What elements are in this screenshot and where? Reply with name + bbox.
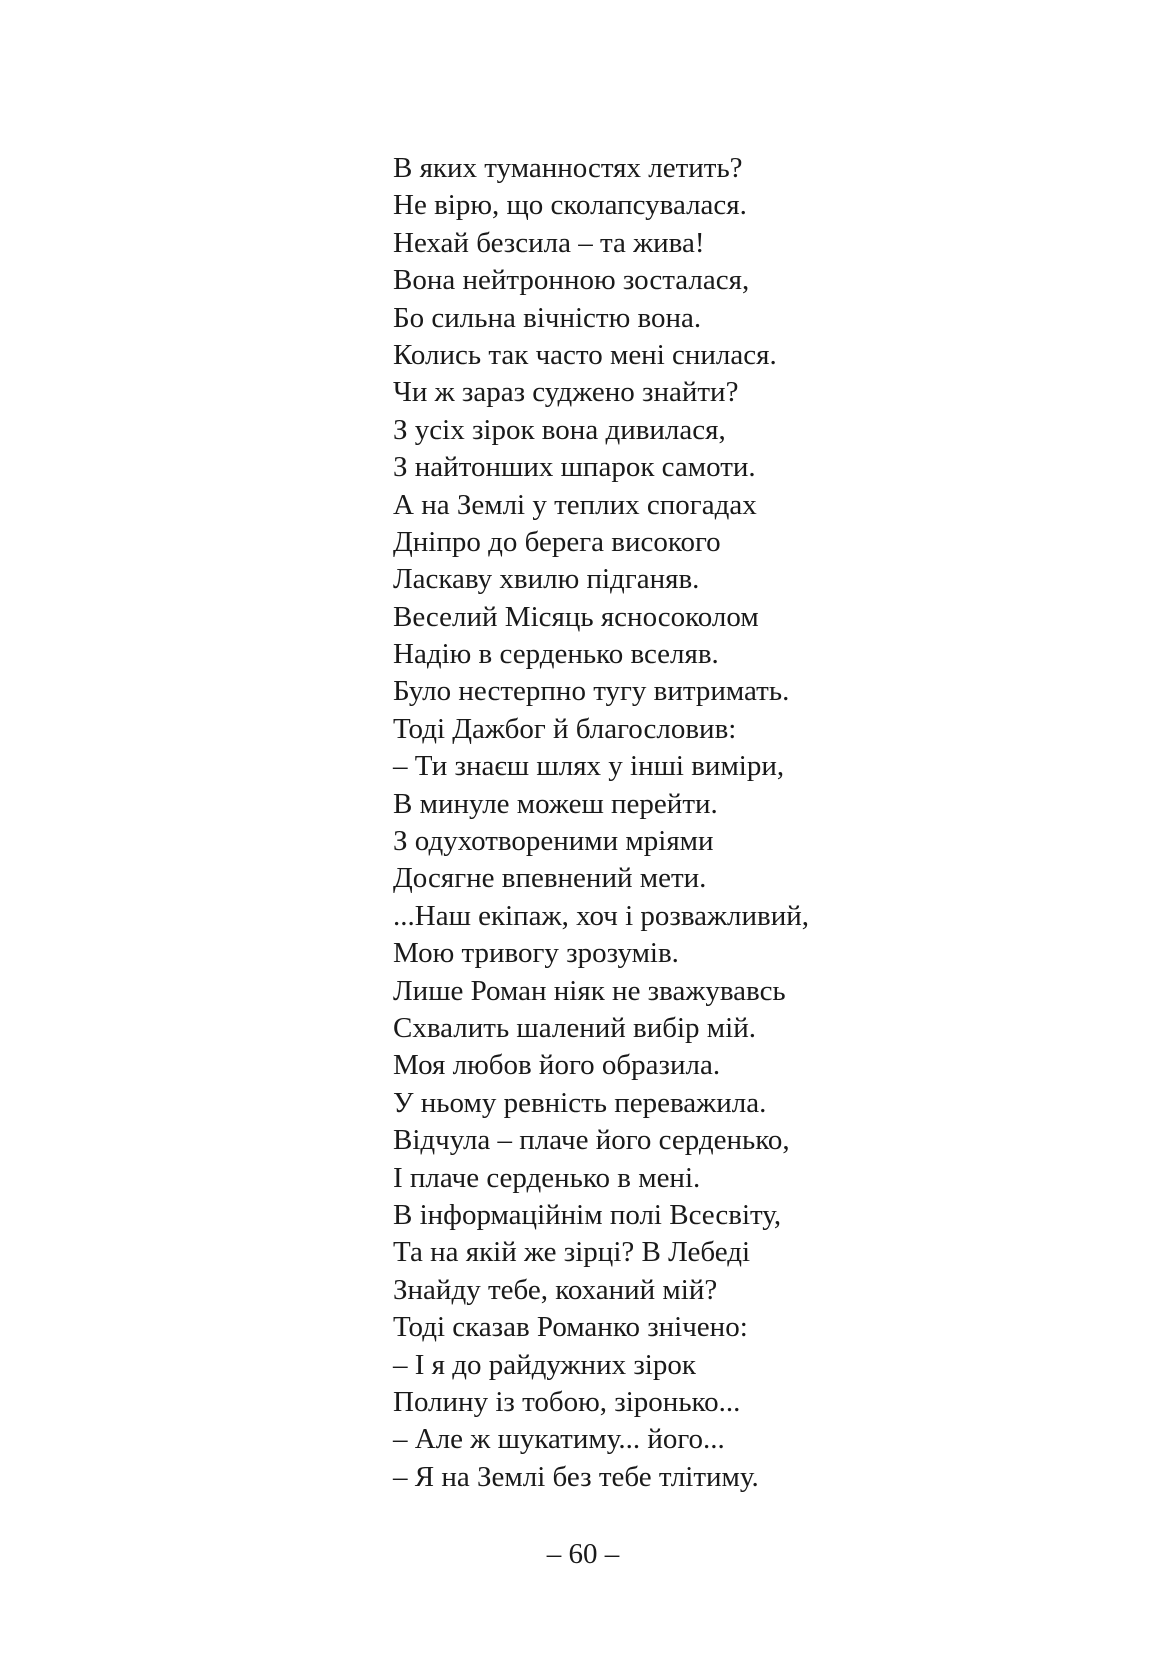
poem-line: – Я на Землі без тебе тлітиму. — [393, 1460, 759, 1493]
poem-line: Не вірю, що сколапсувалася. — [393, 189, 747, 222]
poem-line: – Але ж шукатиму... його... — [393, 1423, 725, 1456]
poem-line: Чи ж зараз суджено знайти? — [393, 376, 739, 409]
poem-line: Та на якій же зірці? В Лебеді — [393, 1236, 751, 1269]
poem-line: Веселий Місяць ясносоколом — [393, 600, 759, 633]
poem-line: Мою тривогу зрозумів. — [393, 937, 679, 970]
poem-line: Ласкаву хвилю підганяв. — [393, 563, 700, 596]
poem-line: – І я до райдужних зірок — [393, 1348, 696, 1381]
poem-line: А на Землі у теплих спогадах — [393, 488, 757, 521]
poem-line: Знайду тебе, коханий мій? — [393, 1273, 718, 1306]
poem-line: З одухотвореними мріями — [393, 825, 714, 858]
poem-text — [393, 150, 1093, 1496]
poem-line: Бо сильна вічністю вона. — [393, 301, 702, 334]
poem-line: Вона нейтронною зосталася, — [393, 264, 750, 297]
poem-line: ...Наш екіпаж, хоч і розважливий, — [393, 899, 810, 932]
poem-line: Досягне впевнений мети. — [393, 862, 707, 895]
poem-line: В інформаційнім полі Всесвіту, — [393, 1198, 782, 1231]
poem-line: Лише Роман ніяк не зважувавсь — [393, 974, 786, 1007]
poem-line: Схвалить шалений вибір мій. — [393, 1011, 756, 1044]
poem-line: В яких туманностях летить? — [393, 152, 743, 184]
poem-line: Полину із тобою, зіронько... — [393, 1385, 741, 1418]
poem-line: Нехай безсила – та жива! — [393, 226, 705, 259]
poem-line: Відчула – плаче його серденько, — [393, 1124, 790, 1157]
poem-line: Колись так часто мені снилася. — [393, 338, 777, 371]
poem-line: – Ти знаєш шлях у інші виміри, — [393, 750, 785, 783]
poem-line: Тоді сказав Романко знічено: — [393, 1311, 748, 1344]
poem-line: Було нестерпно тугу витримать. — [393, 675, 790, 708]
poem-line: Тоді Дажбог й благословив: — [393, 712, 737, 745]
poem-line: В минуле можеш перейти. — [393, 787, 718, 820]
page-number: – 60 – — [546, 1538, 620, 1570]
poem-line: З усіх зірок вона дивилася, — [393, 413, 726, 446]
poem-line: Надію в серденько вселяв. — [393, 638, 719, 671]
poem-line: Дніпро до берега високого — [393, 525, 721, 558]
poem-line: З найтонших шпарок самоти. — [393, 451, 756, 484]
poem-line: Моя любов його образила. — [393, 1049, 721, 1082]
poem-line: У ньому ревність переважила. — [393, 1086, 767, 1119]
poem-line: І плаче серденько в мені. — [393, 1161, 701, 1194]
